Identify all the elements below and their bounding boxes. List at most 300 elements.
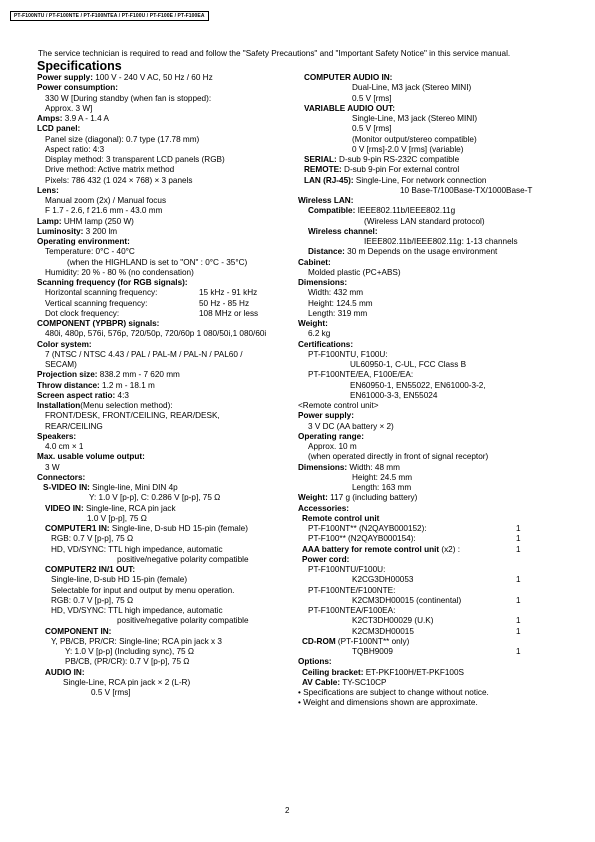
right-spec-line: [298, 381, 560, 391]
left-spec-line: [37, 227, 292, 237]
spec-text: [37, 340, 92, 350]
left-spec-line: [37, 114, 292, 124]
spec-label: Operating environment:: [37, 237, 130, 246]
spec-value: 117 g (including battery): [327, 493, 418, 503]
spec-label: Lens:: [37, 185, 59, 195]
spec-value: Humidity: 20 % - 80 % (no condensation): [45, 267, 194, 277]
spec-text: [45, 155, 225, 165]
spec-text: [302, 545, 460, 555]
spec-text: [352, 596, 461, 606]
spec-label: COMPUTER1 IN:: [45, 524, 110, 533]
spec-text: [302, 668, 464, 678]
spec-value: (when operated directly in front of signal receptor): [308, 452, 489, 462]
spec-label: COMPUTER2 IN/1 OUT:: [45, 565, 136, 574]
left-spec-line: [37, 452, 292, 462]
spec-label: AV Cable:: [302, 677, 341, 687]
spec-value: Approx. 10 m: [308, 442, 357, 451]
left-spec-line: [37, 627, 292, 637]
spec-text: [308, 442, 357, 452]
right-spec-line: [298, 586, 560, 596]
spec-value: PT-F100NT** (N2QAYB000152):: [308, 524, 427, 533]
right-spec-line: [298, 534, 560, 544]
right-spec-line: [298, 350, 560, 360]
spec-text: [45, 565, 135, 575]
left-spec-line: [37, 555, 292, 565]
spec-value: F 1.7 - 2.6, f 21.6 mm - 43.0 mm: [45, 206, 163, 216]
spec-value: PT-F100NTE/EA, F100E/EA:: [308, 370, 414, 380]
right-spec-line: [298, 278, 560, 288]
left-spec-line: [37, 606, 292, 616]
left-spec-line: [37, 350, 292, 360]
spec-value: EN61000-3-3, EN55024: [350, 390, 438, 400]
spec-text: [45, 196, 166, 206]
spec-text: [308, 534, 416, 544]
spec-label: Accessories:: [298, 503, 349, 513]
spec-label: COMPUTER AUDIO IN:: [304, 73, 393, 82]
spec-text: [308, 247, 497, 257]
left-spec-line: [37, 309, 292, 319]
spec-text: [308, 309, 367, 319]
spec-label: Remote control unit: [302, 513, 380, 523]
spec-text: [45, 165, 174, 175]
spec-label: Options:: [298, 657, 332, 667]
spec-text: [45, 104, 92, 114]
spec-text: [37, 114, 109, 124]
right-spec-line: [298, 575, 560, 585]
right-spec-line: [298, 258, 560, 268]
right-spec-line: [298, 493, 560, 503]
right-spec-line: [298, 657, 560, 667]
spec-value: FRONT/DESK, FRONT/CEILING, REAR/DESK,: [45, 411, 220, 421]
spec-label: Connectors:: [37, 472, 86, 482]
spec-text: [51, 575, 187, 585]
spec-text: [37, 278, 188, 288]
spec-text: [304, 104, 395, 114]
spec-value: (Menu selection method):: [80, 401, 173, 410]
spec-value: Molded plastic (PC+ABS): [308, 267, 401, 277]
spec-text: [298, 688, 489, 698]
left-spec-line: [37, 463, 292, 473]
spec-text: [37, 217, 134, 227]
spec-label: Lamp:: [37, 216, 62, 226]
spec-label: Dimensions:: [298, 462, 348, 472]
spec-label: Dimensions:: [298, 278, 348, 287]
spec-text: [364, 217, 485, 227]
spec-value: Drive method: Active matrix method: [45, 165, 175, 175]
spec-label: Power cord:: [302, 554, 350, 564]
right-spec-line: [298, 176, 560, 186]
spec-label: Luminosity:: [37, 226, 84, 236]
spec-value: Single-line, Mini DIN 4p: [89, 483, 178, 492]
spec-value-secondary: 15 kHz - 91 kHz: [199, 288, 258, 298]
spec-value: Y: 1.0 V [p-p] (Including sync), 75 Ω: [65, 647, 194, 656]
right-spec-line: [298, 555, 560, 565]
spec-text: [91, 688, 131, 698]
spec-value: Y: 1.0 V [p-p], C: 0.286 V [p-p], 75 Ω: [89, 493, 221, 503]
left-spec-line: [37, 329, 292, 339]
spec-text: [51, 545, 223, 555]
spec-value: Manual zoom (2x) / Manual focus: [45, 196, 167, 205]
right-spec-line: [298, 340, 560, 350]
spec-label: Power supply:: [37, 73, 93, 82]
spec-text: [45, 504, 176, 514]
spec-text: [37, 452, 145, 462]
right-spec-line: [298, 124, 560, 134]
left-spec-line: [37, 637, 292, 647]
right-spec-line: [298, 186, 560, 196]
right-spec-line: [298, 196, 560, 206]
spec-text: [308, 452, 488, 462]
spec-text: [65, 647, 194, 657]
right-spec-line: [298, 237, 560, 247]
spec-value: 7 (NTSC / NTSC 4.43 / PAL / PAL-M / PAL-N / PAL60 /: [45, 349, 243, 359]
spec-text: [352, 135, 477, 145]
spec-value: ET-PKF100H/ET-PKF100S: [363, 667, 465, 677]
spec-label: CD-ROM: [302, 636, 336, 646]
spec-text: [352, 483, 411, 493]
spec-value: 1.2 m - 18.1 m: [99, 380, 155, 390]
spec-text: [352, 473, 412, 483]
right-spec-line: [298, 514, 560, 524]
right-spec-line: [298, 411, 560, 421]
spec-label: Installation: [37, 401, 81, 410]
right-spec-line: [298, 73, 560, 83]
spec-text: [400, 186, 532, 196]
right-spec-line: [298, 217, 560, 227]
spec-text: [45, 360, 77, 370]
left-spec-line: [37, 514, 292, 524]
spec-value: Approx. 3 W]: [45, 103, 93, 113]
spec-text: [45, 668, 85, 678]
spec-value: 6.2 kg: [308, 329, 331, 339]
spec-text: [352, 114, 477, 124]
right-spec-line: [298, 616, 560, 626]
spec-text: [51, 586, 234, 596]
spec-text: [89, 493, 220, 503]
right-spec-line: [298, 473, 560, 483]
right-spec-line: [298, 247, 560, 257]
spec-text: [308, 299, 373, 309]
spec-text: [304, 165, 459, 175]
spec-value: Selectable for input and output by menu operation.: [51, 585, 235, 595]
spec-text: [37, 401, 173, 411]
spec-text: [298, 258, 331, 268]
right-spec-line: [298, 627, 560, 637]
spec-text: [298, 401, 379, 411]
right-spec-line: [298, 329, 560, 339]
left-spec-line: [37, 381, 292, 391]
spec-value: HD, VD/SYNC: TTL high impedance, automatic: [51, 606, 223, 615]
spec-value-secondary: 50 Hz - 85 Hz: [199, 298, 250, 308]
right-spec-line: [298, 299, 560, 309]
model-header-box: [10, 11, 209, 21]
left-spec-line: [37, 145, 292, 155]
left-spec-line: [37, 473, 292, 483]
spec-text: [304, 155, 459, 165]
spec-text: [37, 473, 85, 483]
spec-value: RGB: 0.7 V [p-p], 75 Ω: [51, 534, 134, 544]
spec-value: K2CG3DH00053: [352, 575, 414, 585]
spec-text: [45, 411, 220, 421]
spec-value: Vertical scanning frequency:: [45, 298, 148, 308]
spec-value: Single-Line, M3 jack (Stereo MINI): [352, 114, 478, 123]
spec-value: SECAM): [45, 360, 77, 369]
spec-text: [37, 319, 159, 329]
spec-text: [302, 514, 379, 524]
spec-label: Wireless LAN:: [298, 196, 354, 205]
spec-text: [298, 504, 349, 514]
quantity-value: 1: [516, 595, 521, 605]
spec-text: [352, 575, 413, 585]
spec-value: positive/negative polarity compatible: [117, 616, 249, 626]
spec-text: [37, 370, 180, 380]
right-spec-line: [298, 206, 560, 216]
spec-text: [51, 534, 133, 544]
spec-text: [45, 299, 147, 309]
left-spec-line: [37, 94, 292, 104]
spec-value: Width: 48 mm: [347, 462, 400, 472]
spec-value: Dual-Line, M3 jack (Stereo MINI): [352, 83, 472, 93]
spec-text: [302, 637, 409, 647]
quantity-value: 1: [516, 616, 521, 626]
spec-value: 1.0 V [p-p], 75 Ω: [87, 513, 147, 523]
spec-text: [65, 657, 189, 667]
right-spec-line: [298, 606, 560, 616]
spec-text: [352, 124, 392, 134]
spec-value: Dot clock frequency:: [45, 308, 120, 318]
spec-value: (when the HIGHLAND is set to "ON" : 0°C - 35°C): [67, 257, 248, 267]
spec-value: D-sub 9-pin For external control: [341, 165, 460, 175]
spec-label: AUDIO IN:: [45, 667, 85, 677]
spec-text: [308, 422, 394, 432]
left-spec-line: [37, 83, 292, 93]
spec-text: [37, 83, 118, 93]
spec-text: [308, 350, 388, 360]
spec-text: [117, 555, 249, 565]
left-spec-line: [37, 586, 292, 596]
spec-label: Screen aspect ratio:: [37, 390, 116, 400]
spec-value: 3 W: [45, 462, 60, 472]
left-spec-line: [37, 493, 292, 503]
spec-value: 4:3: [115, 390, 129, 400]
right-spec-line: [298, 227, 560, 237]
spec-value: positive/negative polarity compatible: [117, 554, 249, 564]
spec-value: Height: 124.5 mm: [308, 298, 373, 308]
spec-text: [117, 616, 249, 626]
spec-label: COMPONENT (YPBPR) signals:: [37, 319, 160, 328]
model-header-text: PT-F100NTU / PT-F100NTE / PT-F100NTEA / PT-F100U / PT-F100E / PT-F100EA: [14, 13, 205, 19]
spec-text: [37, 237, 130, 247]
right-spec-line: [298, 678, 560, 688]
quantity-value: 1: [516, 544, 521, 554]
page-title: Specifications: [37, 59, 122, 73]
spec-value: Height: 24.5 mm: [352, 472, 413, 482]
spec-text: [45, 247, 135, 257]
right-spec-line: [298, 688, 560, 698]
left-spec-line: [37, 104, 292, 114]
spec-value: D-sub 9-pin RS-232C compatible: [336, 155, 460, 164]
left-spec-line: [37, 616, 292, 626]
spec-text: [298, 698, 478, 708]
spec-text: [45, 176, 192, 186]
spec-text: [45, 463, 60, 473]
spec-text: [352, 616, 433, 626]
spec-value: (Monitor output/stereo compatible): [352, 134, 477, 144]
spec-text: [63, 678, 190, 688]
left-spec-line: [37, 411, 292, 421]
spec-value: PT-F100NTE/F100NTE:: [308, 585, 396, 595]
quantity-value: 1: [516, 647, 521, 656]
spec-label: VIDEO IN:: [45, 503, 84, 513]
spec-value: 480i, 480p, 576i, 576p, 720/50p, 720/60p 1 080/50i,1 080/60i: [45, 329, 267, 339]
spec-text: [298, 493, 417, 503]
spec-text: [45, 442, 83, 452]
spec-text: [45, 422, 103, 432]
spec-text: [308, 268, 401, 278]
right-spec-line: [298, 83, 560, 93]
spec-text: [37, 124, 80, 134]
spec-value: 3 200 lm: [83, 226, 118, 236]
right-spec-line: [298, 698, 560, 708]
spec-value: PT-F100NTU/F100U:: [308, 565, 386, 574]
spec-value: Single-Line, For network connection: [353, 175, 487, 185]
right-spec-line: [298, 504, 560, 514]
left-spec-line: [37, 237, 292, 247]
left-spec-line: [37, 678, 292, 688]
left-spec-line: [37, 258, 292, 268]
spec-label: Weight:: [298, 319, 328, 328]
left-spec-line: [37, 647, 292, 657]
spec-text: [43, 483, 178, 493]
spec-text: [308, 524, 427, 534]
spec-value: K2CM3DH00015 (continental): [352, 595, 462, 605]
spec-value: (x2) :: [439, 544, 461, 554]
left-spec-line: [37, 370, 292, 380]
spec-value: (PT-F100NT** only): [335, 636, 410, 646]
spec-value: Y, PB/CB, PR/CR: Single-line; RCA pin jack x 3: [51, 636, 222, 646]
spec-value: 10 Base-T/100Base-TX/1000Base-T: [400, 185, 533, 195]
spec-text: [45, 206, 162, 216]
right-spec-line: [298, 442, 560, 452]
spec-value: Length: 319 mm: [308, 308, 368, 318]
spec-value: PB/CB, (PR/CR): 0.7 V [p-p], 75 Ω: [65, 657, 190, 667]
spec-value: REAR/CEILING: [45, 421, 103, 431]
spec-text: [308, 206, 455, 216]
spec-text: [308, 586, 395, 596]
right-spec-line: [298, 360, 560, 370]
spec-value: 838.2 mm - 7 620 mm: [97, 370, 180, 380]
spec-text: [87, 514, 147, 524]
left-spec-line: [37, 545, 292, 555]
spec-label: Throw distance:: [37, 380, 100, 390]
spec-value: Width: 432 mm: [308, 288, 364, 298]
spec-label: LAN (RJ-45):: [304, 175, 354, 185]
left-spec-line: [37, 657, 292, 667]
spec-text: [37, 432, 76, 442]
spec-text: [37, 381, 155, 391]
right-spec-line: [298, 288, 560, 298]
spec-label: Max. usable volume output:: [37, 452, 145, 462]
left-spec-line: [37, 340, 292, 350]
safety-notice: The service technician is required to read and follow the "Safety Precautions" and "Important Safety Notice" in this service manual.: [38, 49, 511, 58]
spec-text: [350, 360, 466, 370]
left-spec-line: [37, 432, 292, 442]
spec-value: Single-line, D-sub HD 15-pin (female): [109, 524, 248, 533]
spec-text: [308, 370, 413, 380]
spec-text: [304, 176, 487, 186]
spec-value: • Weight and dimensions shown are approximate.: [298, 698, 478, 708]
spec-text: [308, 227, 378, 237]
right-spec-line: [298, 452, 560, 462]
spec-value: 0.5 V [rms]: [352, 93, 392, 103]
spec-value: 0.5 V [rms]: [91, 688, 131, 697]
right-spec-line: [298, 596, 560, 606]
quantity-value: 1: [516, 626, 521, 636]
spec-text: [350, 391, 437, 401]
spec-label: Power consumption:: [37, 83, 118, 93]
spec-text: [45, 524, 248, 534]
left-spec-line: [37, 565, 292, 575]
left-spec-line: [37, 124, 292, 134]
spec-text: [308, 329, 330, 339]
spec-label: AAA battery for remote control unit: [302, 544, 440, 554]
left-spec-line: [37, 196, 292, 206]
spec-text: [298, 196, 353, 206]
right-spec-line: [298, 432, 560, 442]
spec-label: REMOTE:: [304, 165, 342, 175]
spec-value-secondary: 108 MHz or less: [199, 308, 259, 318]
spec-text: [352, 94, 392, 104]
spec-value: RGB: 0.7 V [p-p], 75 Ω: [51, 595, 134, 605]
spec-label: S-VIDEO IN:: [43, 483, 90, 492]
spec-value: Single-line, RCA pin jack: [83, 503, 176, 513]
spec-value: Horizontal scanning frequency:: [45, 288, 158, 298]
spec-value: Single-line, D-sub HD 15-pin (female): [51, 575, 188, 585]
left-spec-line: [37, 422, 292, 432]
right-spec-line: [298, 565, 560, 575]
left-spec-line: [37, 688, 292, 698]
spec-label: Power supply:: [298, 411, 354, 421]
spec-text: [298, 411, 354, 421]
left-spec-line: [37, 278, 292, 288]
spec-label: Distance:: [308, 247, 345, 257]
spec-label: Color system:: [37, 339, 92, 349]
spec-text: [298, 278, 347, 288]
spec-value: Pixels: 786 432 (1 024 × 768) × 3 panels: [45, 175, 193, 185]
left-spec-line: [37, 135, 292, 145]
spec-value: 4.0 cm × 1: [45, 442, 84, 451]
right-spec-line: [298, 647, 560, 657]
spec-text: [45, 268, 194, 278]
spec-text: [45, 94, 211, 104]
spec-label: LCD panel:: [37, 124, 81, 134]
left-spec-line: [37, 524, 292, 534]
page-number: 2: [285, 806, 290, 815]
quantity-value: 1: [516, 575, 521, 585]
spec-text: [308, 288, 363, 298]
right-spec-line: [298, 401, 560, 411]
spec-value: IEEE802.11b/IEEE802.11g: 1-13 channels: [364, 237, 518, 246]
left-spec-line: [37, 575, 292, 585]
left-spec-line: [37, 442, 292, 452]
spec-value: Aspect ratio: 4:3: [45, 144, 105, 154]
spec-value: • Specifications are subject to change without notice.: [298, 688, 489, 697]
spec-value: Length: 163 mm: [352, 483, 412, 492]
spec-text: [298, 657, 332, 667]
right-spec-line: [298, 268, 560, 278]
spec-value: PT-F100NTU, F100U:: [308, 349, 388, 359]
right-spec-line: [298, 422, 560, 432]
